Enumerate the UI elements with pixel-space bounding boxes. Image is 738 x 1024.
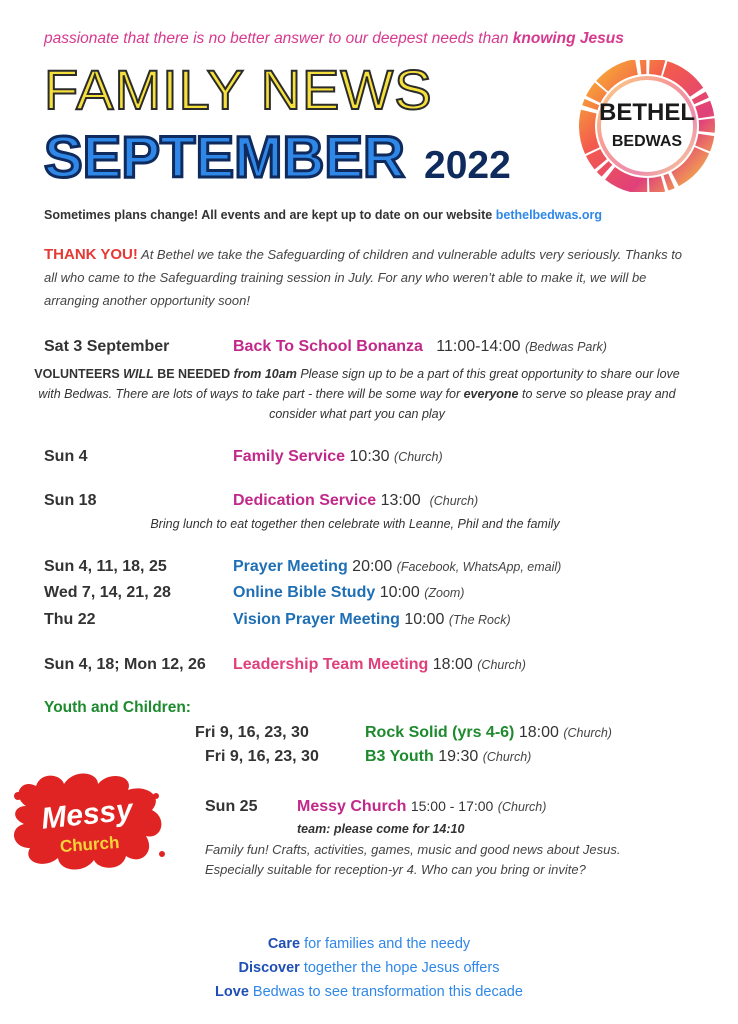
website-link[interactable]: bethelbedwas.org xyxy=(495,208,603,222)
title-year: 2022 xyxy=(424,144,511,187)
event-date: Sat 3 September xyxy=(44,338,170,355)
title-family-news: FAMILY NEWS xyxy=(44,58,433,121)
event-date: Sun 18 xyxy=(44,492,97,509)
event-date: Fri 9, 16, 23, 30 xyxy=(195,724,309,741)
event-leadership xyxy=(233,656,526,674)
volunteers-note xyxy=(32,364,682,424)
event-vision-prayer xyxy=(233,611,511,629)
event-time: 18:00 xyxy=(518,724,559,741)
footer-care-bold: Care xyxy=(267,936,301,952)
event-family-service xyxy=(233,448,443,466)
volunteers-time: from 10am xyxy=(233,367,297,381)
youth-heading: Youth and Children: xyxy=(44,699,191,716)
event-name: Vision Prayer Meeting xyxy=(233,611,400,628)
event-name: Back To School Bonanza xyxy=(233,338,423,355)
event-time: 18:00 xyxy=(432,656,473,673)
website-notice xyxy=(44,208,602,222)
event-name: Rock Solid (yrs 4-6) xyxy=(365,724,515,741)
messy-logo-line1: Messy xyxy=(39,793,135,836)
event-time: 10:30 xyxy=(349,448,390,465)
notice-text: Sometimes plans change! All events and are kept up to date on our website xyxy=(44,208,496,222)
event-location: (Church) xyxy=(477,658,526,672)
event-time: 10:00 xyxy=(379,584,420,601)
footer-discover-text: together the hope Jesus offers xyxy=(299,960,500,976)
thank-you-paragraph xyxy=(44,243,694,312)
event-time: 20:00 xyxy=(352,558,393,575)
volunteers-needed: BE NEEDED xyxy=(153,367,234,381)
event-name: B3 Youth xyxy=(365,748,434,765)
footer-love-bold: Love xyxy=(215,984,249,1000)
event-location: (Church) xyxy=(563,726,612,740)
messy-desc-line2: Especially suitable for reception-yr 4. Who can you bring or invite? xyxy=(205,862,586,877)
event-time: 11:00-14:00 xyxy=(436,338,521,355)
thank-you-heading: THANK YOU! xyxy=(44,246,138,263)
thank-you-body: At Bethel we take the Safeguarding of children and vulnerable adults very seriously. Thanks to all who came to the Safeguarding training session in July. For any who weren’t able to make it, we will be arranging another opportunity soon! xyxy=(44,247,683,308)
messy-desc-line1: Family fun! Crafts, activities, games, music and good news about Jesus. xyxy=(205,842,621,857)
event-date: Sun 4 xyxy=(44,448,88,465)
footer-discover xyxy=(0,960,738,976)
event-time: 10:00 xyxy=(404,611,445,628)
event-location: (Facebook, WhatsApp, email) xyxy=(396,560,562,574)
event-name: Messy Church xyxy=(297,798,407,815)
volunteers-everyone: everyone xyxy=(463,387,519,401)
event-location: (Church) xyxy=(482,750,532,764)
event-name: Online Bible Study xyxy=(233,584,376,601)
footer-love xyxy=(0,984,738,1000)
footer-love-text: Bedwas to see transformation this decade xyxy=(248,984,523,1000)
event-location: (Church) xyxy=(429,494,479,508)
event-prayer-meeting xyxy=(233,558,561,576)
event-time: 19:30 xyxy=(438,748,479,765)
event-location: (Church) xyxy=(394,450,443,464)
footer-care-text: for families and the needy xyxy=(300,936,471,952)
volunteers-end: to serve so please pray and consider what part you can play xyxy=(269,387,676,421)
volunteers-body: Please sign up to be a part of this great opportunity to share our love with Bedwas. There are lots of ways to take part - there will be some way for xyxy=(38,367,680,401)
event-date: Sun 25 xyxy=(205,798,258,815)
event-date: Fri 9, 16, 23, 30 xyxy=(205,748,319,765)
volunteers-will: WILL xyxy=(123,367,154,381)
event-name: Prayer Meeting xyxy=(233,558,348,575)
tagline-text: passionate that there is no better answer to our deepest needs than xyxy=(44,30,513,47)
event-time: 13:00 xyxy=(380,492,421,509)
dedication-note: Bring lunch to eat together then celebrate with Leanne, Phil and the family xyxy=(150,517,560,531)
logo-line1: BETHEL xyxy=(599,99,695,126)
event-b3-youth xyxy=(365,748,531,766)
event-location: (Bedwas Park) xyxy=(524,340,607,354)
tagline-emphasis: knowing Jesus xyxy=(512,30,624,47)
title-month: SEPTEMBER xyxy=(44,125,405,190)
messy-church-logo xyxy=(6,766,172,876)
footer-care xyxy=(0,936,738,952)
logo-line2: BEDWAS xyxy=(611,133,683,150)
volunteers-lead: VOLUNTEERS xyxy=(34,367,124,381)
event-date: Sun 4, 18; Mon 12, 26 xyxy=(44,656,206,673)
event-location: (The Rock) xyxy=(448,613,511,627)
messy-team-note: team: please come for 14:10 xyxy=(297,822,465,836)
event-name: Dedication Service xyxy=(233,492,377,509)
event-location: (Zoom) xyxy=(424,586,465,600)
event-name: Leadership Team Meeting xyxy=(233,656,429,673)
event-date: Sun 4, 11, 18, 25 xyxy=(44,558,167,575)
event-date: Thu 22 xyxy=(44,611,96,628)
event-rock-solid xyxy=(365,724,612,742)
event-name: Family Service xyxy=(233,448,346,465)
event-messy-church xyxy=(297,798,546,816)
event-bonanza xyxy=(233,338,607,356)
tagline xyxy=(44,30,624,48)
footer-discover-bold: Discover xyxy=(238,960,300,976)
bethel-bedwas-logo xyxy=(574,60,720,192)
event-bible-study xyxy=(233,584,464,602)
event-dedication xyxy=(233,492,478,510)
event-time: 15:00 - 17:00 xyxy=(410,798,494,814)
event-location: (Church) xyxy=(497,800,547,814)
event-date: Wed 7, 14, 21, 28 xyxy=(44,584,171,601)
messy-logo-line2: Church xyxy=(59,832,120,857)
